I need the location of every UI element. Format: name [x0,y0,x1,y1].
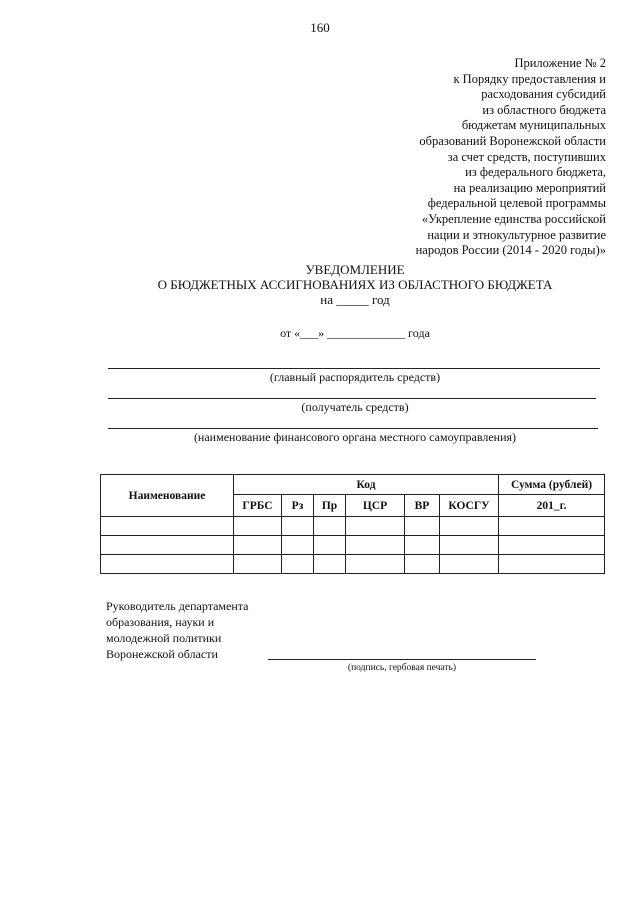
table-cell[interactable] [346,555,405,574]
table-row [101,555,605,574]
appendix-line: на реализацию мероприятий [453,180,606,195]
recipient-field-line[interactable] [108,398,596,399]
code-col-pr: Пр [314,495,346,517]
title-line-3: на _____ год [320,292,390,307]
signature-caption: (подпись, гербовая печать) [347,663,457,673]
table-cell[interactable] [405,536,440,555]
signature-line-text: Воронежской области [106,647,218,661]
appendix-line: образований Воронежской области [419,133,606,148]
appendix-line: за счет средств, поступивших [447,149,606,164]
table-cell[interactable] [346,536,405,555]
distributor-field-line[interactable] [108,368,600,369]
appendix-line: нации и этнокультурное развитие [427,227,606,242]
document-title [0,262,640,307]
authority-caption: (наименование финансового органа местного самоуправления) [193,430,517,444]
sum-header: Сумма (рублей) [499,475,605,495]
table-cell[interactable] [282,536,314,555]
table-cell[interactable] [314,555,346,574]
recipient-caption: (получатель средств) [301,400,409,414]
table-row [101,536,605,555]
table-cell[interactable] [499,517,605,536]
signature-line-text: образования, науки и [106,615,215,629]
table-cell[interactable] [499,555,605,574]
appendix-line: бюджетам муниципальных [461,118,606,133]
date-line: от «___» _____________ года [280,326,430,340]
signature-field-line[interactable] [268,659,536,660]
code-col-kosgu: КОСГУ [440,495,499,517]
signature-block [106,598,249,662]
table-cell[interactable] [499,536,605,555]
signature-line-text: молодежной политики [106,631,222,645]
code-header: Код [234,475,499,495]
table-cell[interactable] [440,536,499,555]
appendix-line: расходования субсидий [481,87,606,102]
table-row [101,517,605,536]
table-cell[interactable] [440,555,499,574]
appendix-line: «Укрепление единства российской [421,211,606,226]
code-col-csr: ЦСР [346,495,405,517]
code-col-grbs: ГРБС [234,495,282,517]
table-cell[interactable] [234,536,282,555]
table-cell[interactable] [282,555,314,574]
appendix-line: из федерального бюджета, [465,165,606,180]
code-col-rz: Рз [282,495,314,517]
year-header: 201_г. [499,495,605,517]
table-cell[interactable] [101,517,234,536]
table-cell[interactable] [101,555,234,574]
table-cell[interactable] [101,536,234,555]
table-cell[interactable] [405,517,440,536]
table-cell[interactable] [282,517,314,536]
appendix-line: Приложение № 2 [514,56,606,70]
table-cell[interactable] [314,536,346,555]
table-cell[interactable] [440,517,499,536]
budget-table [100,474,605,574]
table-cell[interactable] [346,517,405,536]
appendix-line: федеральной целевой программы [427,196,606,211]
appendix-line: из областного бюджета [482,102,606,117]
signature-line-text: Руководитель департамента [106,599,249,613]
authority-field-line[interactable] [108,428,598,429]
distributor-caption: (главный распорядитель средств) [269,370,441,384]
appendix-block [306,56,606,259]
title-line-1: УВЕДОМЛЕНИЕ [305,262,405,277]
appendix-line: к Порядку предоставления и [453,71,606,86]
table-cell[interactable] [234,517,282,536]
table-cell[interactable] [314,517,346,536]
name-header: Наименование [101,475,234,517]
title-line-2: О БЮДЖЕТНЫХ АССИГНОВАНИЯХ ИЗ ОБЛАСТНОГО БЮДЖЕТА [157,277,553,292]
table-cell[interactable] [405,555,440,574]
page-number: 160 [310,20,330,35]
table-cell[interactable] [234,555,282,574]
appendix-line: народов России (2014 - 2020 годы)» [415,243,606,258]
code-col-vr: ВР [405,495,440,517]
